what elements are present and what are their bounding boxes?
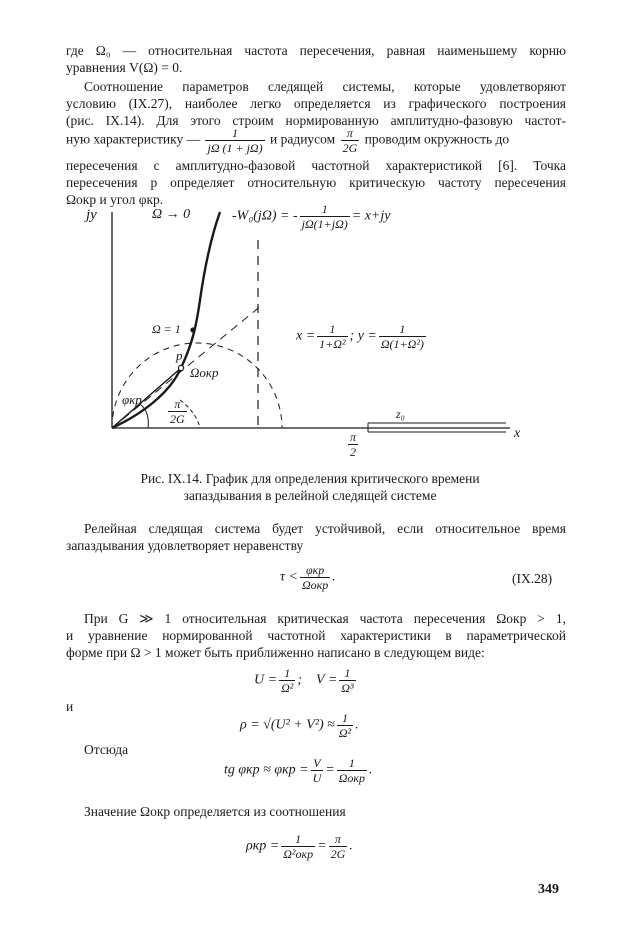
transfer-function-label: -W₀(jΩ) = - $\frac{1}{j\Omega(1+j\Omega)}$ = x+jy [232,202,391,231]
omega-one-label: Ω = 1 [152,322,181,336]
para1-line-4 [66,126,576,155]
para3-line-2: и уравнение нормированной частотной характеристики в параметрической [66,628,566,643]
equation-number-ix28: (IX.28) [512,571,553,586]
para1-line-1: Соотношение параметров следящей системы, которые удовлетворяют [84,79,566,94]
uv-equation: U = $\frac{1}{\text{Ω²}}$ ; V = $\frac{1}{\text{Ω³}}$ [254,666,354,695]
inequality-ix28: τ < $\frac{\text{φкр}}{\text{Ωокр}}$ . [280,563,336,592]
hence-word: Отсюда [84,742,129,757]
para3-line-1: При G ≫ 1 относительная критическая частота пересечения Ωокр > 1, [84,611,566,626]
point-omega1 [190,327,195,332]
para1-line-3: (рис. IX.14). Для этого строим нормированную амплитудно-фазовую частот- [66,113,566,128]
para3-line-3: форме при Ω > 1 может быть приближенно написано в следующем виде: [66,645,485,660]
and-word: и [66,699,74,714]
tg-equation: tg φкр ≈ φкр = $\frac{V}{U}$ = $\frac{1}{\text{Ωокр}}$ . [224,756,373,785]
x-axis-label: x [514,426,521,441]
omega-to-zero-label: Ω → 0 [152,207,191,222]
para1-line-4a: ную характеристику — [66,131,201,147]
omega-okr-label: Ωокр [190,365,219,380]
para1-line-7: Ωокр и угол φкр. [66,192,164,207]
para1-line-2: условию (IX.27), наиболее легко определяется из графического построения [66,96,566,111]
para2-line-2: запаздывания удовлетворяет неравенству [66,538,304,553]
z0-label: z₀ [396,407,405,421]
point-p [178,365,183,370]
para1-line-4b: и радиусом [269,131,336,147]
page-number: 349 [538,882,559,897]
amplitude-phase-fraction: $\frac{1}{j\Omega (1 + j\Omega)}$ [207,126,263,155]
para4-line: Значение Ωокр определяется из соотношения [84,804,346,819]
rho-equation: ρ = √(U² + V²) ≈ $\frac{1}{\text{Ω²}}$ . [240,711,359,740]
pi-2g-label: $\frac{\pi}{2G}$ [170,397,185,426]
para1-line-4c: проводим окружность до [364,131,510,147]
intro-line-1: где Ω₀ — относительная частота пересечения, равная наименьшему корню [66,43,566,58]
pi-over-2-label: $\frac{\pi}{2}$ [350,430,357,459]
rho-kr-equation: ρкр = $\frac{1}{\text{Ω²окр}}$ = $\frac{\pi}{2G}$ . [246,832,353,861]
phi-kr-label: φкр [122,392,142,407]
intro-line-2: уравнения V(Ω) = 0. [66,60,183,75]
para1-line-6: пересечения p определяет относительную критическую частоту пересечения [66,175,566,190]
point-p-label: p [176,348,183,363]
para2-line-1: Релейная следящая система будет устойчивой, если относительное время [84,521,566,536]
radius-fraction: $\frac{\pi}{2G}$ [342,126,358,155]
figure-caption-line-1: Рис. IX.14. График для определения критического времени [140,471,480,486]
jy-label: jy [86,207,97,223]
figure-caption-line-2: запаздывания в релейной следящей системе [183,488,437,503]
para1-line-5: пересечения с амплитудно-фазовой частотной характеристикой [6]. Точка [66,158,566,173]
parametric-label: x = $\frac{1}{\text{1+Ω²}}$ ; y = $\frac{1}{\text{Ω(1+Ω²)}}$ [296,322,424,351]
